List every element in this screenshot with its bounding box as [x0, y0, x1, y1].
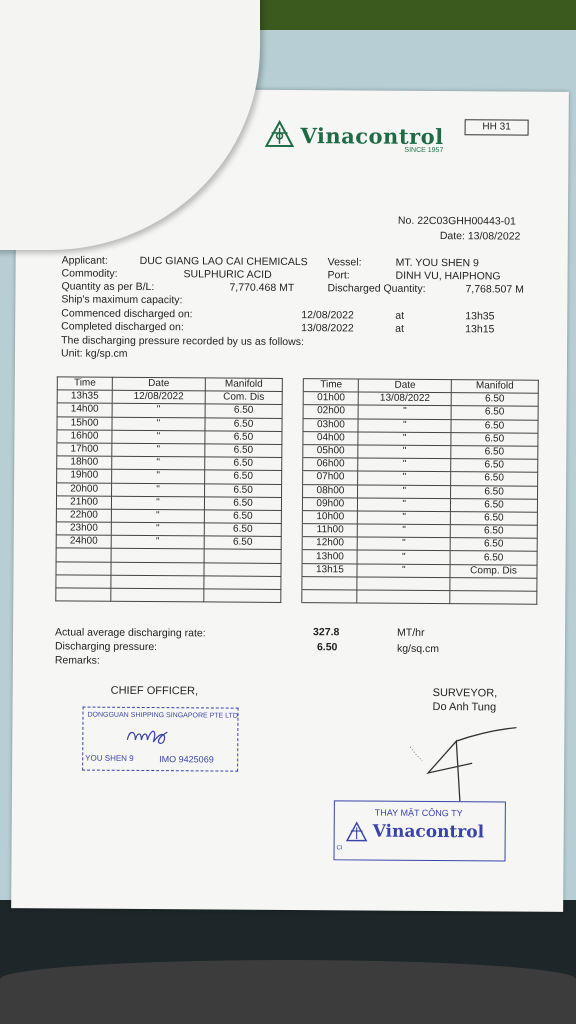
cell-manifold: Com. Dis [205, 391, 283, 405]
cell-manifold-2: 6.50 [451, 446, 538, 460]
cell-time: 20h00 [57, 482, 112, 496]
cell-date-2: " [358, 445, 451, 459]
cell-manifold [204, 589, 282, 603]
cell-time-2: 13h15 [302, 563, 357, 577]
vinacontrol-logo [264, 120, 444, 155]
cell-date: " [111, 522, 204, 536]
cell-manifold-2: 6.50 [451, 459, 538, 473]
cell-date: " [112, 470, 205, 484]
port-value: DINH VU, HAIPHONG [395, 269, 501, 283]
cell-manifold: 6.50 [205, 417, 283, 431]
cell-manifold: 6.50 [204, 536, 282, 550]
ship-stamp-company: DONGGUAN SHIPPING SINGAPORE PTE LTD [87, 711, 238, 720]
ship-stamp-imo: IMO 9425069 [159, 754, 214, 765]
cell-time: 24h00 [56, 535, 111, 549]
cell-time-2 [302, 590, 357, 604]
cell-date-2: " [358, 419, 451, 433]
cell-date-2 [357, 590, 450, 604]
cell-date: " [112, 443, 205, 457]
cell-manifold-2: Comp. Dis [450, 564, 537, 578]
cell-date-2: " [358, 498, 451, 512]
cell-manifold-2: 6.50 [451, 406, 538, 420]
document-number: No. 22C03GHH00443-01 [397, 214, 516, 228]
cell-time-2: 10h00 [303, 510, 358, 524]
cell-date [111, 562, 204, 576]
cell-time-2: 12h00 [302, 537, 357, 551]
cell-time-2: 05h00 [303, 445, 358, 459]
remarks-label: Remarks: [54, 654, 100, 667]
qty-bl-value: 7,770.468 MT [229, 281, 295, 295]
max-capacity-label: Ship's maximum capacity: [61, 293, 183, 307]
cell-manifold-2: 6.50 [451, 485, 538, 499]
pressure-label: Discharging pressure: [54, 640, 158, 654]
cell-manifold [204, 563, 282, 577]
brand-since: SINCE 1957 [404, 146, 444, 155]
header-manifold: Manifold [205, 378, 283, 392]
cell-manifold-2: 6.50 [450, 538, 537, 552]
cell-time: 23h00 [56, 522, 111, 536]
cell-date [111, 588, 204, 602]
vessel-value: MT. YOU SHEN 9 [395, 256, 479, 270]
document-date: Date: 13/08/2022 [439, 230, 521, 243]
cell-date: " [112, 496, 205, 510]
cell-time [56, 561, 111, 575]
header-time-2: Time [304, 379, 359, 393]
cell-manifold: 6.50 [204, 497, 282, 511]
company-stamp-brand: Vinacontrol [372, 821, 485, 843]
chief-officer-label: CHIEF OFFICER, [110, 684, 199, 698]
cell-date [111, 549, 204, 563]
cell-time: 13h35 [57, 390, 112, 404]
company-stamp-code: CI [336, 845, 343, 852]
company-stamp [333, 800, 505, 861]
cell-manifold-2: 6.50 [450, 498, 537, 512]
cell-manifold: 6.50 [205, 444, 283, 458]
cell-manifold-2: 6.50 [450, 525, 537, 539]
cell-date: 12/08/2022 [112, 390, 205, 404]
cell-time [56, 588, 111, 602]
cell-manifold-2: 6.50 [450, 511, 537, 525]
pressure-table [55, 376, 539, 605]
cell-date: " [112, 483, 205, 497]
cell-date-2: " [358, 432, 451, 446]
cell-date-2: " [358, 458, 451, 472]
completed-time: 13h15 [465, 323, 495, 336]
unit-note: Unit: kg/sp.cm [60, 347, 128, 360]
ship-stamp-vessel: YOU SHEN 9 [85, 753, 134, 763]
cell-date-2: " [358, 511, 451, 525]
cell-time-2: 01h00 [303, 392, 358, 406]
cell-time-2: 06h00 [303, 458, 358, 472]
cell-manifold-2: 6.50 [451, 393, 538, 407]
cell-date-2 [357, 577, 450, 591]
port-label: Port: [327, 269, 350, 282]
cell-time: 17h00 [57, 443, 112, 457]
vessel-label: Vessel: [327, 256, 362, 269]
header-manifold-2: Manifold [451, 380, 538, 394]
commenced-at: at [395, 309, 405, 322]
cell-time: 14h00 [57, 403, 112, 417]
cell-time: 16h00 [57, 430, 112, 444]
cell-time: 21h00 [56, 496, 111, 510]
stamp-scales-icon [345, 821, 369, 843]
cell-manifold-2: 6.50 [451, 472, 538, 486]
commodity-label: Commodity: [61, 267, 118, 280]
header-date: Date [112, 377, 205, 391]
completed-at: at [395, 322, 405, 335]
surveyor-name: Do Anh Tung [432, 701, 497, 714]
cell-time-2: 09h00 [303, 497, 358, 511]
cell-manifold-2: 6.50 [451, 419, 538, 433]
cell-time-2: 03h00 [303, 418, 358, 432]
cell-date: " [111, 536, 204, 550]
table-row [56, 588, 537, 605]
cell-manifold: 6.50 [205, 431, 283, 445]
cell-time [56, 575, 111, 589]
cell-time-2 [302, 576, 357, 590]
ship-stamp [82, 707, 238, 772]
recorded-note: The discharging pressure recorded by us as follows: [61, 334, 304, 349]
completed-date: 13/08/2022 [301, 322, 354, 335]
cell-date-2: 13/08/2022 [359, 392, 452, 406]
commodity-value: SULPHURIC ACID [183, 268, 272, 281]
cell-time-2: 08h00 [303, 484, 358, 498]
pressure-value: 6.50 [316, 641, 338, 654]
scales-icon [264, 120, 294, 150]
cell-date-2: " [358, 484, 451, 498]
cell-time-2: 04h00 [303, 431, 358, 445]
cell-manifold: 6.50 [204, 483, 282, 497]
commenced-date: 12/08/2022 [301, 309, 354, 322]
cell-date-2: " [359, 405, 452, 419]
surveyor-signature [408, 723, 519, 804]
cell-time: 22h00 [56, 509, 111, 523]
table-body [56, 390, 538, 604]
cell-date: " [112, 456, 205, 470]
cell-time: 15h00 [57, 416, 112, 430]
cell-date: " [112, 404, 205, 418]
cell-manifold: 6.50 [205, 404, 283, 418]
rate-value: 327.8 [313, 626, 340, 639]
pressure-unit: kg/sq.cm [396, 642, 440, 656]
cell-manifold [204, 576, 282, 590]
cell-time-2: 11h00 [303, 524, 358, 538]
cell-time: 19h00 [57, 469, 112, 483]
cell-time [56, 548, 111, 562]
cell-date-2: " [358, 537, 451, 551]
cell-date-2: " [357, 564, 450, 578]
applicant-value: DUC GIANG LAO CAI CHEMICALS [139, 254, 308, 269]
cell-date-2: " [358, 471, 451, 485]
cell-manifold: 6.50 [204, 470, 282, 484]
applicant-label: Applicant: [61, 254, 108, 267]
rate-unit: MT/hr [397, 626, 425, 639]
cell-date-2: " [358, 524, 451, 538]
company-stamp-top: THAY MẶT CÔNG TY [374, 807, 463, 819]
brand-name: Vinacontrol [300, 122, 444, 149]
cell-date [111, 575, 204, 589]
rate-label: Actual average discharging rate: [55, 626, 206, 640]
cell-manifold-2 [450, 591, 537, 605]
discharged-qty-value: 7,768.507 M [465, 283, 524, 296]
cell-time-2: 13h00 [302, 550, 357, 564]
chief-officer-signature [123, 724, 183, 748]
commenced-label: Commenced discharged on: [61, 307, 193, 321]
completed-label: Completed discharged on: [61, 320, 184, 334]
discharged-qty-label: Discharged Quantity: [327, 282, 426, 295]
commenced-time: 13h35 [465, 310, 495, 323]
cell-manifold-2: 6.50 [451, 432, 538, 446]
cell-time-2: 02h00 [303, 405, 358, 419]
cell-date-2: " [358, 550, 451, 564]
header-time: Time [57, 377, 112, 391]
cell-manifold [204, 549, 282, 563]
cell-date: " [112, 509, 205, 523]
chair-background [0, 960, 576, 1024]
cell-manifold: 6.50 [204, 510, 282, 524]
cell-date: " [112, 417, 205, 431]
cell-manifold: 6.50 [204, 457, 282, 471]
cell-time-2: 07h00 [303, 471, 358, 485]
cell-manifold-2 [450, 577, 537, 591]
cell-manifold: 6.50 [204, 523, 282, 537]
qty-bl-label: Quantity as per B/L: [61, 280, 155, 294]
form-code: HH 31 [465, 119, 529, 135]
header-date-2: Date [359, 379, 452, 393]
cell-manifold-2: 6.50 [450, 551, 537, 565]
cell-time: 18h00 [57, 456, 112, 470]
surveyor-label: SURVEYOR, [432, 687, 498, 700]
cell-date: " [112, 430, 205, 444]
